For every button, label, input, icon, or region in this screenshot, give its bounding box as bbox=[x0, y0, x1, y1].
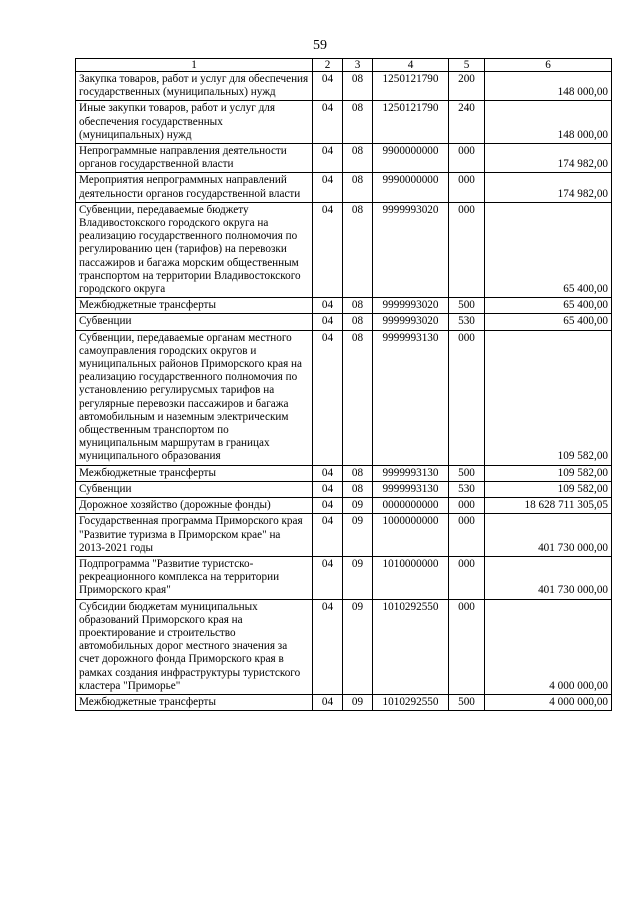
column-header: 3 bbox=[343, 59, 373, 72]
row-subsection-cell: 08 bbox=[343, 144, 373, 173]
row-section-cell: 04 bbox=[313, 514, 343, 557]
row-target-cell: 9999993020 bbox=[373, 298, 449, 314]
row-name-cell: Субвенции, передаваемые бюджету Владивостокского городского округа на реализацию государственного полномочия по регулированию цен (тарифов) на перевозки пассажиров и багажа морским общественным транспортом на территории Владивостокского городского округа bbox=[76, 202, 313, 297]
row-subsection-cell: 08 bbox=[343, 202, 373, 297]
row-subsection-cell: 09 bbox=[343, 599, 373, 694]
row-subsection-cell: 08 bbox=[343, 173, 373, 202]
row-subsection-cell: 08 bbox=[343, 481, 373, 497]
row-subsection-cell: 08 bbox=[343, 330, 373, 465]
row-subsection-cell: 08 bbox=[343, 465, 373, 481]
row-target-cell: 1250121790 bbox=[373, 101, 449, 144]
row-expense-type-cell: 200 bbox=[449, 72, 485, 101]
row-section-cell: 04 bbox=[313, 694, 343, 710]
row-expense-type-cell: 000 bbox=[449, 202, 485, 297]
row-section-cell: 04 bbox=[313, 144, 343, 173]
row-amount-cell: 401 730 000,00 bbox=[485, 556, 612, 599]
table-row bbox=[76, 498, 612, 514]
table-row bbox=[76, 481, 612, 497]
header-row bbox=[76, 59, 612, 72]
row-name-cell: Мероприятия непрограммных направлений деятельности органов государственной власти bbox=[76, 173, 313, 202]
row-amount-cell: 4 000 000,00 bbox=[485, 694, 612, 710]
row-name-cell: Субсидии бюджетам муниципальных образований Приморского края на проектирование и строительство автомобильных дорог местного значения за счет дорожного фонда Приморского края в рамках создания инфраструктуры туристского кластера "Приморье" bbox=[76, 599, 313, 694]
row-target-cell: 9999993130 bbox=[373, 481, 449, 497]
row-subsection-cell: 09 bbox=[343, 498, 373, 514]
row-amount-cell: 148 000,00 bbox=[485, 72, 612, 101]
table-row bbox=[76, 101, 612, 144]
table-row bbox=[76, 72, 612, 101]
row-expense-type-cell: 000 bbox=[449, 498, 485, 514]
row-amount-cell: 65 400,00 bbox=[485, 298, 612, 314]
column-header: 6 bbox=[485, 59, 612, 72]
row-section-cell: 04 bbox=[313, 314, 343, 330]
table-row bbox=[76, 144, 612, 173]
row-subsection-cell: 08 bbox=[343, 298, 373, 314]
row-name-cell: Межбюджетные трансферты bbox=[76, 465, 313, 481]
row-amount-cell: 174 982,00 bbox=[485, 144, 612, 173]
row-subsection-cell: 08 bbox=[343, 101, 373, 144]
row-expense-type-cell: 000 bbox=[449, 599, 485, 694]
row-name-cell: Непрограммные направления деятельности органов государственной власти bbox=[76, 144, 313, 173]
row-expense-type-cell: 530 bbox=[449, 314, 485, 330]
table-row bbox=[76, 514, 612, 557]
row-expense-type-cell: 530 bbox=[449, 481, 485, 497]
row-target-cell: 9999993130 bbox=[373, 465, 449, 481]
row-subsection-cell: 08 bbox=[343, 72, 373, 101]
row-section-cell: 04 bbox=[313, 599, 343, 694]
row-subsection-cell: 08 bbox=[343, 314, 373, 330]
row-name-cell: Межбюджетные трансферты bbox=[76, 298, 313, 314]
row-expense-type-cell: 000 bbox=[449, 556, 485, 599]
row-name-cell: Государственная программа Приморского края "Развитие туризма в Приморском крае" на 2013-2021 годы bbox=[76, 514, 313, 557]
table-row bbox=[76, 298, 612, 314]
row-expense-type-cell: 500 bbox=[449, 694, 485, 710]
row-amount-cell: 109 582,00 bbox=[485, 465, 612, 481]
row-target-cell: 9900000000 bbox=[373, 144, 449, 173]
column-header: 5 bbox=[449, 59, 485, 72]
row-name-cell: Закупка товаров, работ и услуг для обеспечения государственных (муниципальных) нужд bbox=[76, 72, 313, 101]
table-row bbox=[76, 314, 612, 330]
row-expense-type-cell: 000 bbox=[449, 330, 485, 465]
row-section-cell: 04 bbox=[313, 556, 343, 599]
row-name-cell: Субвенции bbox=[76, 481, 313, 497]
row-expense-type-cell: 000 bbox=[449, 514, 485, 557]
row-target-cell: 1010292550 bbox=[373, 694, 449, 710]
row-subsection-cell: 09 bbox=[343, 694, 373, 710]
row-name-cell: Субвенции, передаваемые органам местного самоуправления городских округов и муниципальных районов Приморского края на реализацию государственного полномочия по установлению регулирусмых тарифов на регулярные перевозки пассажиров и багажа автомобильным и наземным электрическим общественным транспортом по муниципальным маршрутам в границах муниципального образования bbox=[76, 330, 313, 465]
page-number: 59 bbox=[313, 38, 327, 53]
row-subsection-cell: 09 bbox=[343, 514, 373, 557]
row-amount-cell: 65 400,00 bbox=[485, 314, 612, 330]
row-target-cell: 9990000000 bbox=[373, 173, 449, 202]
row-section-cell: 04 bbox=[313, 202, 343, 297]
row-expense-type-cell: 500 bbox=[449, 298, 485, 314]
row-amount-cell: 148 000,00 bbox=[485, 101, 612, 144]
row-subsection-cell: 09 bbox=[343, 556, 373, 599]
row-expense-type-cell: 000 bbox=[449, 173, 485, 202]
row-target-cell: 1010292550 bbox=[373, 599, 449, 694]
table-row bbox=[76, 202, 612, 297]
row-name-cell: Подпрограмма "Развитие туристско-рекреационного комплекса на территории Приморского края" bbox=[76, 556, 313, 599]
row-section-cell: 04 bbox=[313, 101, 343, 144]
row-target-cell: 1250121790 bbox=[373, 72, 449, 101]
row-amount-cell: 18 628 711 305,05 bbox=[485, 498, 612, 514]
row-section-cell: 04 bbox=[313, 481, 343, 497]
row-amount-cell: 401 730 000,00 bbox=[485, 514, 612, 557]
row-name-cell: Иные закупки товаров, работ и услуг для обеспечения государственных (муниципальных) нужд bbox=[76, 101, 313, 144]
column-header: 1 bbox=[76, 59, 313, 72]
row-expense-type-cell: 240 bbox=[449, 101, 485, 144]
column-header: 4 bbox=[373, 59, 449, 72]
table-body bbox=[76, 72, 612, 711]
row-target-cell: 9999993020 bbox=[373, 202, 449, 297]
row-target-cell: 1010000000 bbox=[373, 556, 449, 599]
row-amount-cell: 174 982,00 bbox=[485, 173, 612, 202]
row-section-cell: 04 bbox=[313, 173, 343, 202]
row-section-cell: 04 bbox=[313, 298, 343, 314]
column-header: 2 bbox=[313, 59, 343, 72]
row-amount-cell: 109 582,00 bbox=[485, 330, 612, 465]
table-row bbox=[76, 173, 612, 202]
row-target-cell: 9999993130 bbox=[373, 330, 449, 465]
row-target-cell: 0000000000 bbox=[373, 498, 449, 514]
row-section-cell: 04 bbox=[313, 330, 343, 465]
table-row bbox=[76, 330, 612, 465]
table-row bbox=[76, 465, 612, 481]
row-name-cell: Дорожное хозяйство (дорожные фонды) bbox=[76, 498, 313, 514]
row-target-cell: 1000000000 bbox=[373, 514, 449, 557]
row-name-cell: Субвенции bbox=[76, 314, 313, 330]
row-amount-cell: 109 582,00 bbox=[485, 481, 612, 497]
table-row bbox=[76, 694, 612, 710]
row-name-cell: Межбюджетные трансферты bbox=[76, 694, 313, 710]
row-expense-type-cell: 000 bbox=[449, 144, 485, 173]
row-section-cell: 04 bbox=[313, 498, 343, 514]
table-row bbox=[76, 556, 612, 599]
budget-table bbox=[75, 58, 612, 711]
row-target-cell: 9999993020 bbox=[373, 314, 449, 330]
row-amount-cell: 65 400,00 bbox=[485, 202, 612, 297]
table-row bbox=[76, 599, 612, 694]
row-amount-cell: 4 000 000,00 bbox=[485, 599, 612, 694]
row-section-cell: 04 bbox=[313, 72, 343, 101]
row-expense-type-cell: 500 bbox=[449, 465, 485, 481]
row-section-cell: 04 bbox=[313, 465, 343, 481]
